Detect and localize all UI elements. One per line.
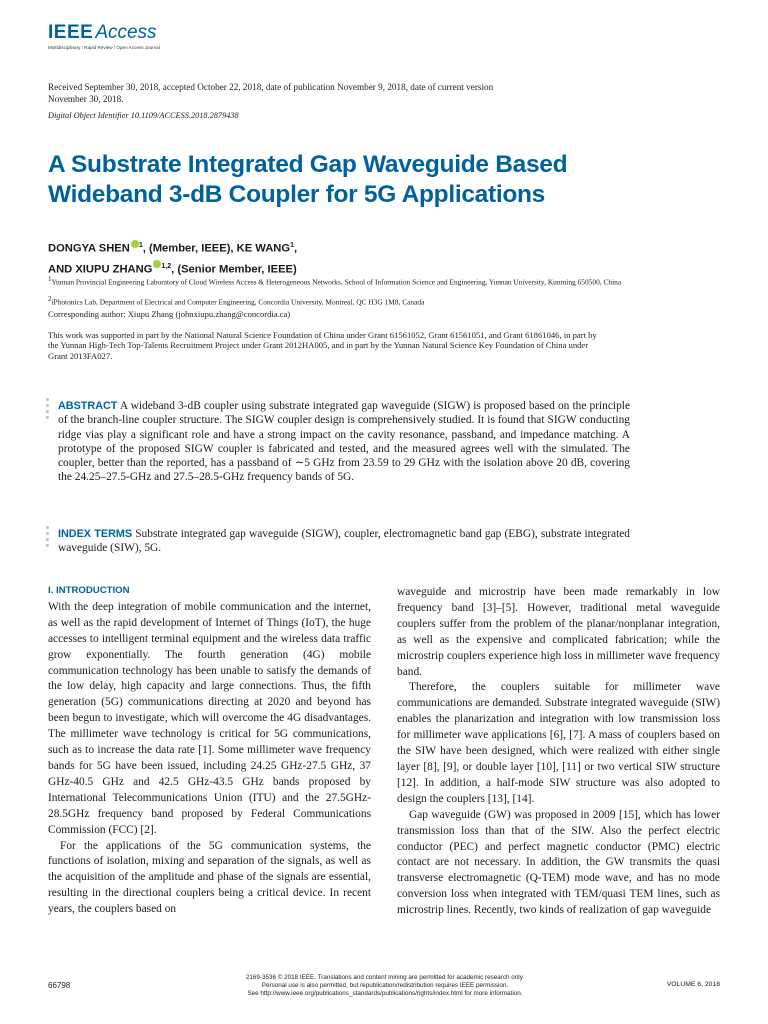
affiliation-1 bbox=[48, 275, 638, 287]
author-shen-role: , (Member, IEEE), KE WANG bbox=[142, 242, 291, 255]
received-dates: Received September 30, 2018, accepted October 22, 2018, date of publication November 9, 2018, date of current version November 30, 2018. bbox=[48, 82, 494, 104]
paragraph: Therefore, the couplers suitable for millimeter wave communications are demanded. Substrate integrated waveguide (SIW) enables the planarization and integration with low transmission loss for millimeter wave applications [6], [7]. A mass of couplers based on the SIW have been designed, which were realized with either single layer [8], [9], or double layer [10], [11] or two vertical SIW structure [12]. In addition, a half-mode SIW structure was also adopted to design the couplers [13], [14]. bbox=[397, 681, 720, 805]
author-wang-affil: 1 bbox=[290, 242, 294, 249]
page-number: 66798 bbox=[48, 981, 71, 990]
volume-label: VOLUME 6, 2018 bbox=[666, 981, 720, 988]
author-separator: , bbox=[294, 242, 298, 255]
logo-access-text: Access bbox=[95, 22, 157, 43]
license-line: 2169-3536 © 2018 IEEE. Translations and content mining are permitted for academic research only. bbox=[245, 974, 525, 981]
paragraph: With the deep integration of mobile communication and the internet, as well as the rapid development of Internet of Things (IoT), the huge accesses to intelligent terminal equipment and the wireless data traffic grow exponentially. The fourth generation (4G) mobile communication technology has been unable to satisfy the demands of the low delay, high capacity and large connections. Thus, the fifth generation (5G) communications directing at 2020 and beyond has been begun to investigate, which will overcome the 4G disadvantages. The millimeter wave technology is critical for 5G communications, such as to increase the data rate [1]. Some millimeter wave frequency bands for 5G have been issued, including 24.25 GHz-27.5 GHz, 37 GHz-40.5 GHz and 42.5 GHz-43.5 GHz bands proposed by International Telecommunications Union (ITU) and the 27.5GHz-28.5GHz frequency band proposed by Federal Communications Commission (FCC) [2]. bbox=[48, 600, 371, 836]
license-line: See http://www.ieee.org/publications_standards/publications/rights/index.html for more information. bbox=[247, 990, 523, 997]
index-terms-dots-icon bbox=[46, 526, 50, 550]
abstract bbox=[58, 399, 630, 485]
paragraph: For the applications of the 5G communication systems, the functions of isolation, mixing and separation of the signals, as well as the acquisition of the amplitude and phase of the signals are essential, resulting in the directional couplers being a critical device. In recent years, the couplers based on bbox=[48, 839, 371, 916]
affiliation-1-mark: 1 bbox=[48, 275, 52, 283]
paragraph: waveguide and microstrip have been made remarkably in low frequency band [3]–[5]. However, traditional metal waveguide couplers suffer from the problem of the planar/nonplanar integration, as well as the expensive and complicated fabrication; while the microstrip couplers experience high loss in millimeter wave frequency band. bbox=[397, 586, 720, 678]
affiliation-1-text: Yunnan Provincial Engineering Laboratory of Cloud Wireless Access & Heterogeneous Networks, School of Information Science and Engineering, Yunnan University, Kunming 650500, China bbox=[51, 277, 622, 287]
author-zhang-role: , (Senior Member, IEEE) bbox=[171, 263, 297, 276]
logo-ieee-text: IEEE bbox=[48, 22, 94, 43]
author-shen-affil: 1 bbox=[138, 242, 143, 249]
body-column-right bbox=[397, 585, 720, 919]
journal-logo bbox=[48, 22, 160, 50]
author-line-1 bbox=[48, 237, 728, 258]
abstract-heading: ABSTRACT bbox=[58, 400, 118, 412]
affiliation-2-text: iPhotonics Lab, Department of Electrical and Computer Engineering, Concordia University, Montreal, QC H3G 1M8, Canada bbox=[51, 297, 425, 307]
license-line: Personal use is also permitted, but republication/redistribution requires IEEE permission. bbox=[261, 982, 509, 989]
section-heading: I. INTRODUCTION bbox=[48, 585, 130, 596]
author-zhang: AND XIUPU ZHANG bbox=[48, 263, 153, 276]
doi: Digital Object Identifier 10.1109/ACCESS.2018.2879438 bbox=[48, 111, 239, 120]
author-zhang-affil: 1,2 bbox=[161, 262, 172, 270]
funding-statement: This work was supported in part by the National Natural Science Foundation of China under Grant 61561052, Grant 61561051, and Grant 61861046, in part by the Yunnan High-Tech Top-Talents Recruitment Project under Grant 2012HA005, and in part by the Yunnan Natural Science Key Foundation of China under Grant 2013FA027. bbox=[48, 330, 597, 361]
license-notice bbox=[180, 974, 590, 998]
paragraph: Gap waveguide (GW) was proposed in 2009 [15], which has lower transmission loss than that of the SIW. Also the perfect electric conductor (PEC) and perfect magnetic conductor (PMC) electric contact are not necessary. In addition, the GW transmits the quasi transverse electromagnetic (Q-TEM) mode wave, and has no mode conversion loss when integrated with TEM/quasi TEM lines, such as microstrip lines. Recently, two kinds of realization of gap waveguide bbox=[397, 808, 720, 917]
author-list bbox=[48, 237, 728, 278]
affiliation-2-mark: 2 bbox=[48, 295, 52, 303]
index-terms-text: Substrate integrated gap waveguide (SIGW), coupler, electromagnetic band gap (EBG), substrate integrated waveguide (SIW), 5G. bbox=[58, 528, 630, 555]
logo-tagline: Multidisciplinary ⁞ Rapid Review ⁞ Open Access Journal bbox=[48, 45, 160, 50]
abstract-dots-icon bbox=[46, 398, 50, 422]
corresponding-author: Corresponding author: Xiupu Zhang (johnxiupu.zhang@concordia.ca) bbox=[48, 309, 291, 319]
paper-title: A Substrate Integrated Gap Waveguide Based Wideband 3-dB Coupler for 5G Applications bbox=[48, 151, 568, 208]
affiliation-2 bbox=[48, 295, 638, 307]
body-column-left bbox=[48, 583, 371, 918]
index-terms-heading: INDEX TERMS bbox=[58, 528, 133, 540]
author-shen: DONGYA SHEN bbox=[48, 242, 130, 255]
orcid-icon[interactable] bbox=[131, 240, 139, 248]
index-terms bbox=[58, 527, 630, 556]
abstract-text: A wideband 3-dB coupler using substrate integrated gap waveguide (SIGW) is proposed based on the principle of the branch-line coupler structure. The SIGW coupler design is comprehensively studied. It is found that SIGW conducting ridge vias play a significant role and have a strong impact on the cavity resonance, passband, and impedance matching. A prototype of the proposed SIGW coupler is fabricated and tested, and the measured agrees well with the simulated. The coupler, better than the reported, has a passband of ∼5 GHz from 23.59 to 29 GHz with the isolation above 20 dB, covering the 24.25–27.5-GHz and 27.5–28.5-GHz frequency bands of 5G. bbox=[58, 400, 631, 484]
